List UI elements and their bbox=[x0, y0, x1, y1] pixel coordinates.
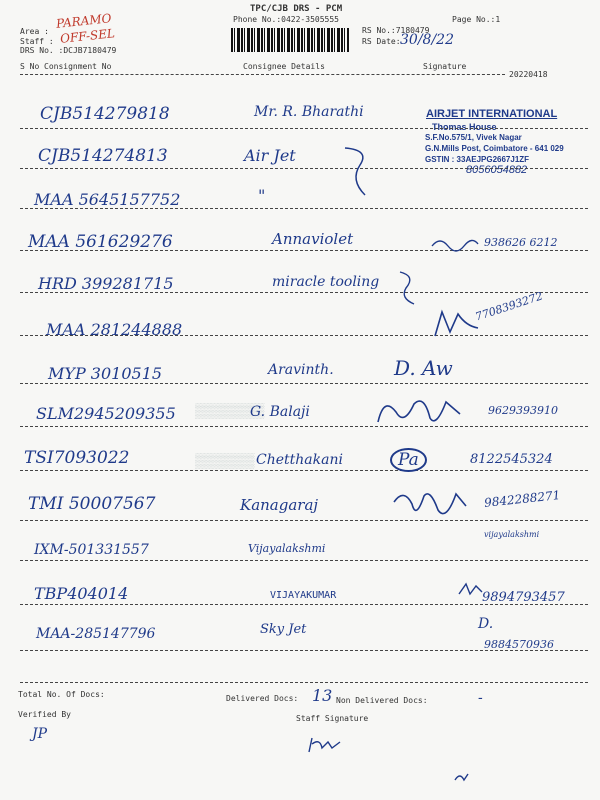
consignee-name: Sky Jet bbox=[260, 622, 307, 637]
consignment-number: TSI7093022 bbox=[24, 448, 130, 468]
signature-scribble bbox=[374, 392, 464, 432]
footer-rule bbox=[20, 682, 588, 683]
consignment-number: MAA-285147796 bbox=[36, 626, 156, 642]
recipient-signature: Pa bbox=[390, 448, 427, 472]
recipient-signature: vijayalakshmi bbox=[484, 530, 540, 539]
consignee-name: Vijayalakshmi bbox=[248, 542, 326, 555]
rs-number: RS No.:7180479 bbox=[362, 26, 430, 35]
consignee-name: Chetthakani bbox=[256, 452, 343, 468]
consignment-number: SLM2945209355 bbox=[36, 404, 176, 423]
consignee-name: Aravinth. bbox=[268, 362, 334, 378]
staff-signature-label: Staff Signature bbox=[296, 714, 369, 723]
staff-signature-scribble bbox=[306, 734, 346, 756]
col-consignment: Consignment No bbox=[44, 62, 112, 71]
staff-label: Staff : bbox=[20, 37, 54, 46]
row-rule bbox=[20, 470, 588, 471]
area-value: PARAMO bbox=[55, 11, 113, 31]
consignment-number: TBP404014 bbox=[34, 584, 129, 603]
consignee-name: Mr. R. Bharathi bbox=[254, 104, 364, 120]
rs-date-label: RS Date: bbox=[362, 37, 401, 46]
stamp-phone: 8056054882 bbox=[466, 164, 528, 176]
signature-scribble bbox=[396, 268, 420, 308]
rs-date-value: 30/8/22 bbox=[400, 32, 454, 48]
delivered-value: 13 bbox=[312, 686, 333, 705]
consignment-number: HRD 399281715 bbox=[38, 274, 174, 293]
stamp-line1: Thomas House bbox=[432, 122, 497, 132]
faded-stamp: ▒▒▒▒▒▒▒ bbox=[195, 402, 265, 418]
staff-value: OFF-SEL bbox=[59, 26, 116, 46]
consignee-name: Annaviolet bbox=[272, 230, 354, 248]
non-delivered-value: - bbox=[478, 690, 483, 706]
consignee-name: VIJAYAKUMAR bbox=[270, 590, 337, 601]
signature-scribble bbox=[430, 234, 480, 254]
faded-stamp: ▒▒▒▒▒▒ bbox=[195, 452, 255, 468]
phone-number-handwritten: 9894793457 bbox=[482, 590, 565, 605]
consignment-number: CJB514274813 bbox=[38, 146, 168, 166]
consignment-number: MAA 5645157752 bbox=[34, 190, 181, 209]
verified-by-initials: JP bbox=[32, 726, 48, 742]
stamp-line3: G.N.Mills Post, Coimbatore - 641 029 bbox=[425, 144, 564, 153]
page-number: Page No.:1 bbox=[452, 15, 501, 24]
phone-number-handwritten: 938626 6212 bbox=[484, 236, 558, 249]
area-label: Area : bbox=[20, 27, 49, 36]
consignee-name: miracle tooling bbox=[272, 274, 380, 290]
row-rule bbox=[20, 383, 588, 384]
non-delivered-label: Non Delivered Docs: bbox=[336, 696, 428, 705]
consignee-name: Kanagaraj bbox=[240, 496, 319, 514]
consignee-name: G. Balaji bbox=[250, 404, 310, 420]
consignment-number: MYP 3010515 bbox=[48, 364, 163, 383]
delivered-label: Delivered Docs: bbox=[226, 694, 299, 703]
consignee-name: Air Jet bbox=[244, 146, 296, 165]
phone-number-handwritten: 9842288271 bbox=[483, 488, 561, 510]
row-rule bbox=[20, 128, 588, 129]
total-docs-label: Total No. Of Docs: bbox=[18, 690, 105, 699]
phone-number: Phone No.:0422-3505555 bbox=[233, 15, 339, 24]
phone-number-handwritten: 8122545324 bbox=[470, 452, 553, 467]
consignee-name: " bbox=[258, 186, 266, 205]
barcode-icon bbox=[231, 28, 349, 52]
phone-number-handwritten: 7708393272 bbox=[473, 289, 545, 324]
consignment-number: TMI 50007567 bbox=[28, 494, 156, 514]
signature-scribble bbox=[432, 306, 482, 340]
phone-number-handwritten: 9884570936 bbox=[484, 638, 554, 651]
col-sno: S No bbox=[20, 62, 40, 71]
drs-number: DRS No. :DCJB7180479 bbox=[20, 46, 117, 55]
col-consignee: Consignee Details bbox=[243, 62, 325, 71]
signature-scribble bbox=[390, 486, 470, 526]
stamp-line4: GSTIN : 33AEJPG2667J1ZF bbox=[425, 155, 530, 164]
date-code: 20220418 bbox=[509, 70, 548, 79]
row-rule bbox=[20, 426, 588, 427]
consignment-number: MAA 281244888 bbox=[46, 320, 183, 339]
stamp-company: AIRJET INTERNATIONAL bbox=[426, 108, 558, 120]
page-mark-scribble bbox=[452, 770, 472, 784]
document-title: TPC/CJB DRS - PCM bbox=[250, 4, 343, 14]
recipient-signature: D. Aw bbox=[394, 356, 453, 380]
row-rule bbox=[20, 560, 588, 561]
signature-scribble bbox=[340, 140, 380, 200]
consignment-number: CJB514279818 bbox=[40, 104, 170, 124]
row-rule bbox=[20, 520, 588, 521]
col-signature: Signature bbox=[423, 62, 467, 71]
row-rule bbox=[20, 168, 588, 169]
consignment-number: MAA 561629276 bbox=[28, 232, 173, 252]
header-rule bbox=[20, 74, 505, 75]
recipient-signature: D. bbox=[478, 616, 494, 632]
phone-number-handwritten: 9629393910 bbox=[488, 404, 558, 417]
verified-by-label: Verified By bbox=[18, 710, 71, 719]
stamp-line2: S.F.No.575/1, Vivek Nagar bbox=[425, 133, 522, 142]
consignment-number: IXM-501331557 bbox=[34, 542, 149, 558]
